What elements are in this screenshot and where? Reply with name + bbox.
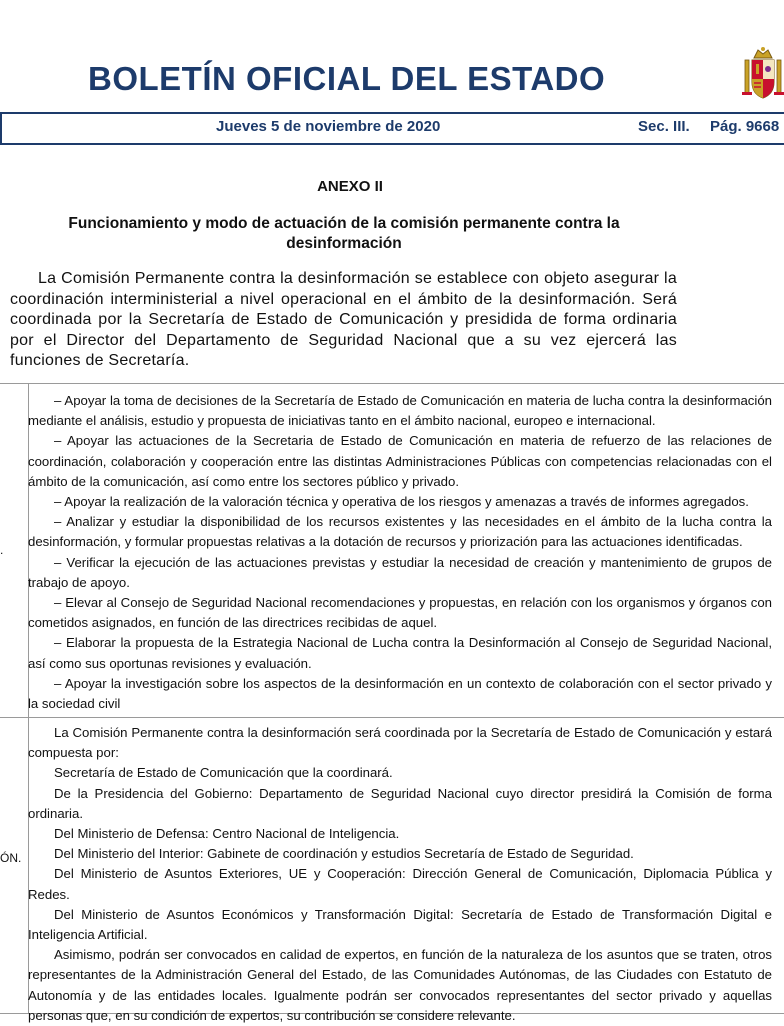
function-item: – Elevar al Consejo de Seguridad Nacional recomendaciones y propuestas, en relación con los organismos y órganos con cometidos asignados, en función de las directrices recibidas de aquel. [28,595,772,631]
function-item: – Apoyar la investigación sobre los aspectos de la desinformación en un contexto de colaboración con el sector privado y la sociedad civil [28,675,772,712]
composition-item: Del Ministerio de Asuntos Exteriores, UE y Cooperación: Dirección General de Comunicación, Diplomacia Pública y Redes. [28,866,772,902]
function-item: – Apoyar las actuaciones de la Secretaria de Estado de Comunicación en materia de refuerzo de las relaciones de coordinación, colaboración y cooperación entre las distintas Administraciones Públicas con competencias relacionadas con el ámbito de la comunicación, así como entre los sectores público y privado. [28,433,772,489]
row-marker-functions: . [0,543,4,557]
row-marker-composition: ÓN. [0,851,22,865]
annex-label: ANEXO II [317,178,383,195]
function-item: – Elaborar la propuesta de la Estrategia Nacional de Lucha contra la Desinformación al Consejo de Seguridad Nacional, así como sus oportunas revisiones y evaluación. [28,635,772,671]
intro-paragraph: La Comisión Permanente contra la desinformación se establece con objeto asegurar la coordinación interministerial a nivel operacional en el ámbito de la desinformación. Será coordinada por la Secretaría de Estado de Comunicación y presidida de forma ordinaria por el Director del Departamento de Seguridad Nacional que a su vez ejercerá las funciones de Secretaría. [10,270,677,370]
section-label: Sec. III. [638,118,690,135]
function-item: – Apoyar la toma de decisiones de la Secretaría de Estado de Comunicación en materia de lucha contra la desinformación mediante el análisis, estudio y propuesta de iniciativas tanto en el ámbito nacional, europeo e internacional. [28,393,772,429]
page-number: Pág. 9668 [710,118,780,135]
header-rule-top [0,112,784,114]
function-item: – Analizar y estudiar la disponibilidad de los recursos existentes y las necesidades en el ámbito de la lucha contra la desinformación, y formular propuestas relativas a la dotación de recursos y priorización para las actuaciones identificadas. [28,514,772,550]
composition-item: Del Ministerio de Asuntos Económicos y Transformación Digital: Secretaría de Estado de Transformación Digital e Inteligencia Artificial. [28,906,772,943]
functions-cell [28,391,772,714]
masthead-title: BOLETÍN OFICIAL DEL ESTADO [88,60,606,97]
table-row-divider [0,717,784,718]
issue-date: Jueves 5 de noviembre de 2020 [216,118,441,135]
function-item: – Verificar la ejecución de las actuaciones previstas y estudiar la necesidad de creación y mantenimiento de grupos de trabajo de apoyo. [28,554,772,590]
function-item: – Apoyar la realización de la valoración técnica y operativa de los riesgos y amenazas a través de informes agregados. [54,494,749,510]
composition-item: Del Ministerio del Interior: Gabinete de coordinación y estudios Secretaría de Estado de Seguridad. [54,846,634,862]
composition-item: Asimismo, podrán ser convocados en calidad de expertos, en función de la naturaleza de los asuntos que se traten, otros representantes de la Administración General del Estado, de las Comunidades Autónomas, de las Ciudades con Estatuto de Autonomía y de las entidades locales. Igualmente podrán ser convocados representantes del sector privado y aquellas personas que, en su condición de expertos, su contribución se considere relevante. [28,947,772,1023]
coat-of-arms-icon [742,44,784,102]
composition-item: Secretaría de Estado de Comunicación que la coordinará. [54,765,393,781]
document-title: Funcionamiento y modo de actuación de la comisión permanente contra la desinformación [68,215,620,252]
composition-item: De la Presidencia del Gobierno: Departamento de Seguridad Nacional cuyo director presidirá la Comisión de forma ordinaria. [28,785,772,821]
composition-item: La Comisión Permanente contra la desinformación será coordinada por la Secretaría de Estado de Comunicación y estará compuesta por: [28,725,772,761]
header-rule-left [0,112,2,143]
composition-cell [28,723,772,1026]
header-rule-bottom [0,143,784,145]
composition-item: Del Ministerio de Defensa: Centro Nacional de Inteligencia. [54,826,400,842]
table-top-border [0,383,784,384]
annex-table [0,383,784,1023]
